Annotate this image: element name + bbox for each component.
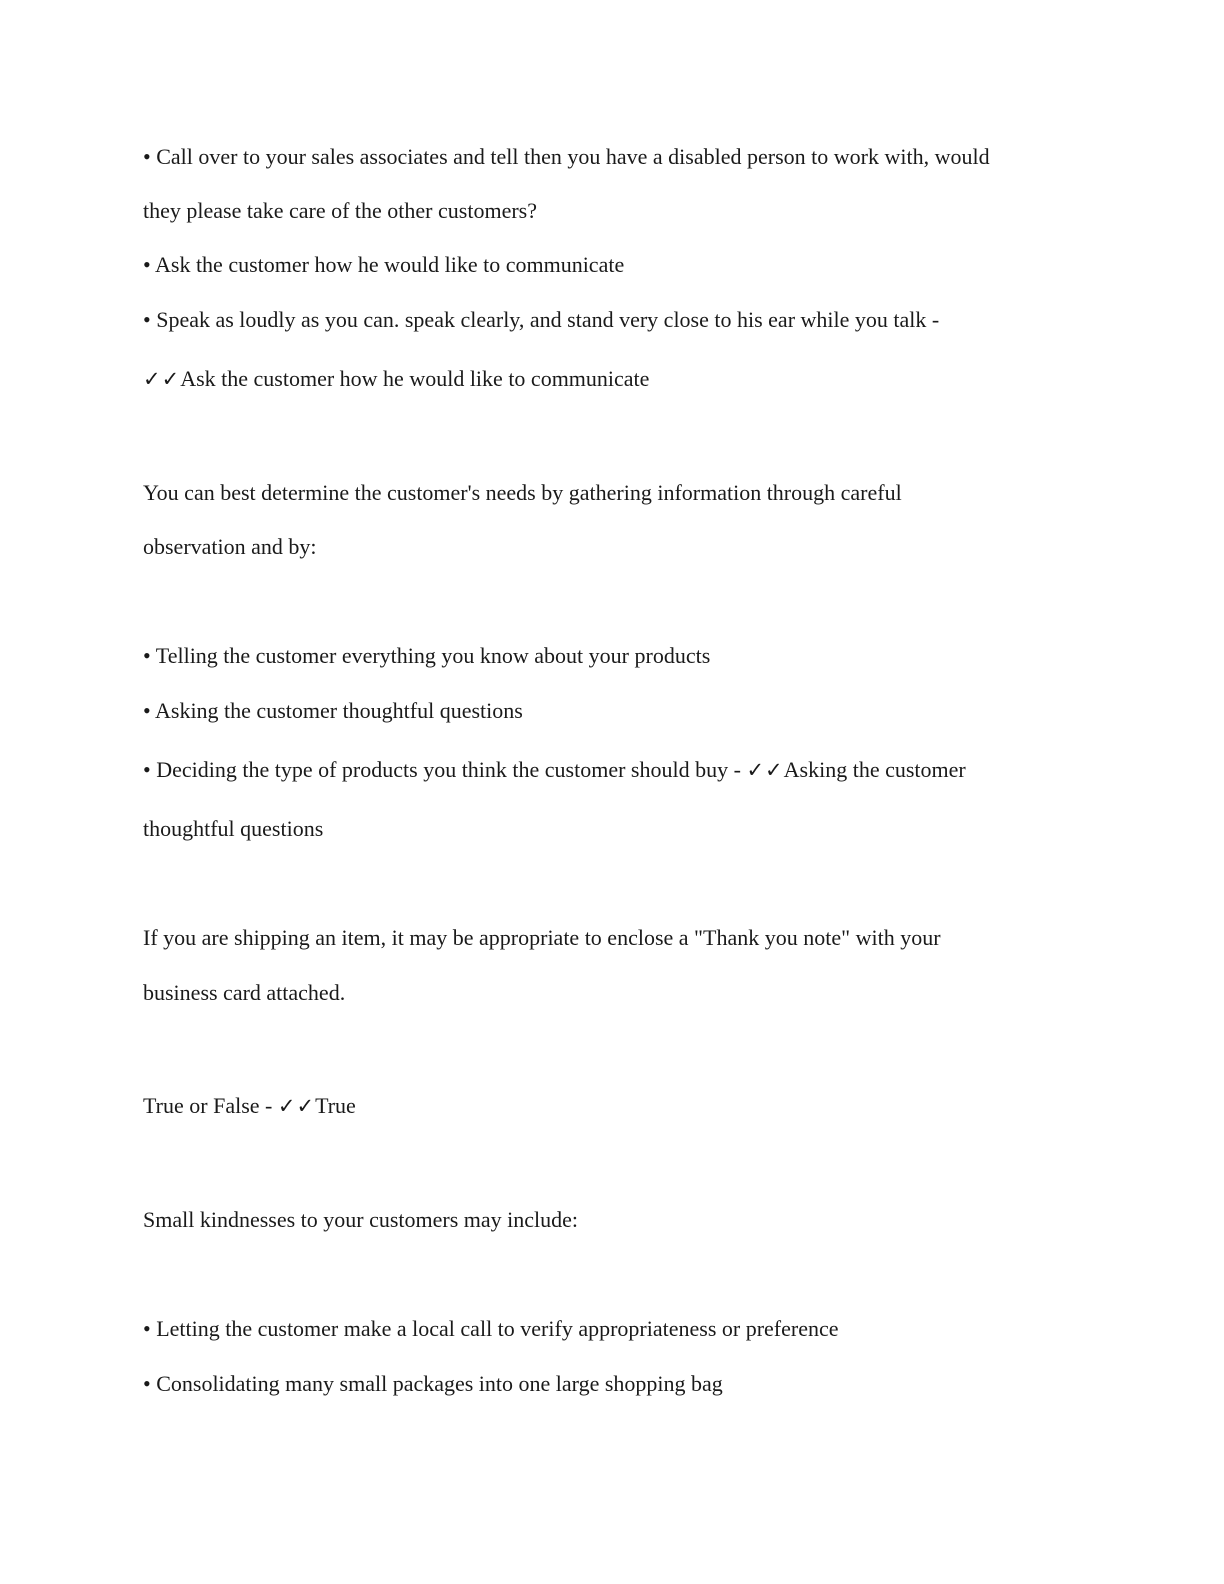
q1-option-a-line2: they please take care of the other customers? — [143, 198, 537, 223]
q1-option-a-line1: • Call over to your sales associates and tell then you have a disabled person to work with, would — [143, 144, 990, 169]
q2-option-c: • Deciding the type of products you think the customer should buy - — [143, 757, 741, 782]
q1-answer-line — [143, 364, 649, 394]
q2-question-line2: observation and by: — [143, 534, 317, 559]
q2-answer-part1: Asking the customer — [783, 757, 966, 782]
q3-answer-line — [143, 1091, 356, 1121]
q3-prompt: True or False - — [143, 1093, 273, 1118]
q1-answer: Ask the customer how he would like to communicate — [180, 366, 650, 391]
check-mark-icon: ✓✓ — [746, 758, 784, 782]
check-mark-icon: ✓✓ — [143, 367, 181, 391]
q4-option-b: • Consolidating many small packages into one large shopping bag — [143, 1371, 723, 1396]
q1-option-b: • Ask the customer how he would like to communicate — [143, 252, 625, 277]
q4-question: Small kindnesses to your customers may include: — [143, 1207, 579, 1232]
q3-question-line1: If you are shipping an item, it may be appropriate to enclose a "Thank you note" with your — [143, 925, 941, 950]
q4-option-a: • Letting the customer make a local call to verify appropriateness or preference — [143, 1316, 839, 1341]
q2-answer-part2: thoughtful questions — [143, 816, 324, 841]
q2-option-a: • Telling the customer everything you know about your products — [143, 643, 711, 668]
q2-option-c-line — [143, 755, 966, 785]
q2-question-line1: You can best determine the customer's needs by gathering information through careful — [143, 480, 902, 505]
q2-option-b: • Asking the customer thoughtful questions — [143, 698, 523, 723]
q3-answer: True — [315, 1093, 356, 1118]
check-mark-icon: ✓✓ — [277, 1094, 316, 1118]
q1-option-c: • Speak as loudly as you can. speak clearly, and stand very close to his ear while you talk - — [143, 307, 940, 332]
q3-question-line2: business card attached. — [143, 980, 346, 1005]
